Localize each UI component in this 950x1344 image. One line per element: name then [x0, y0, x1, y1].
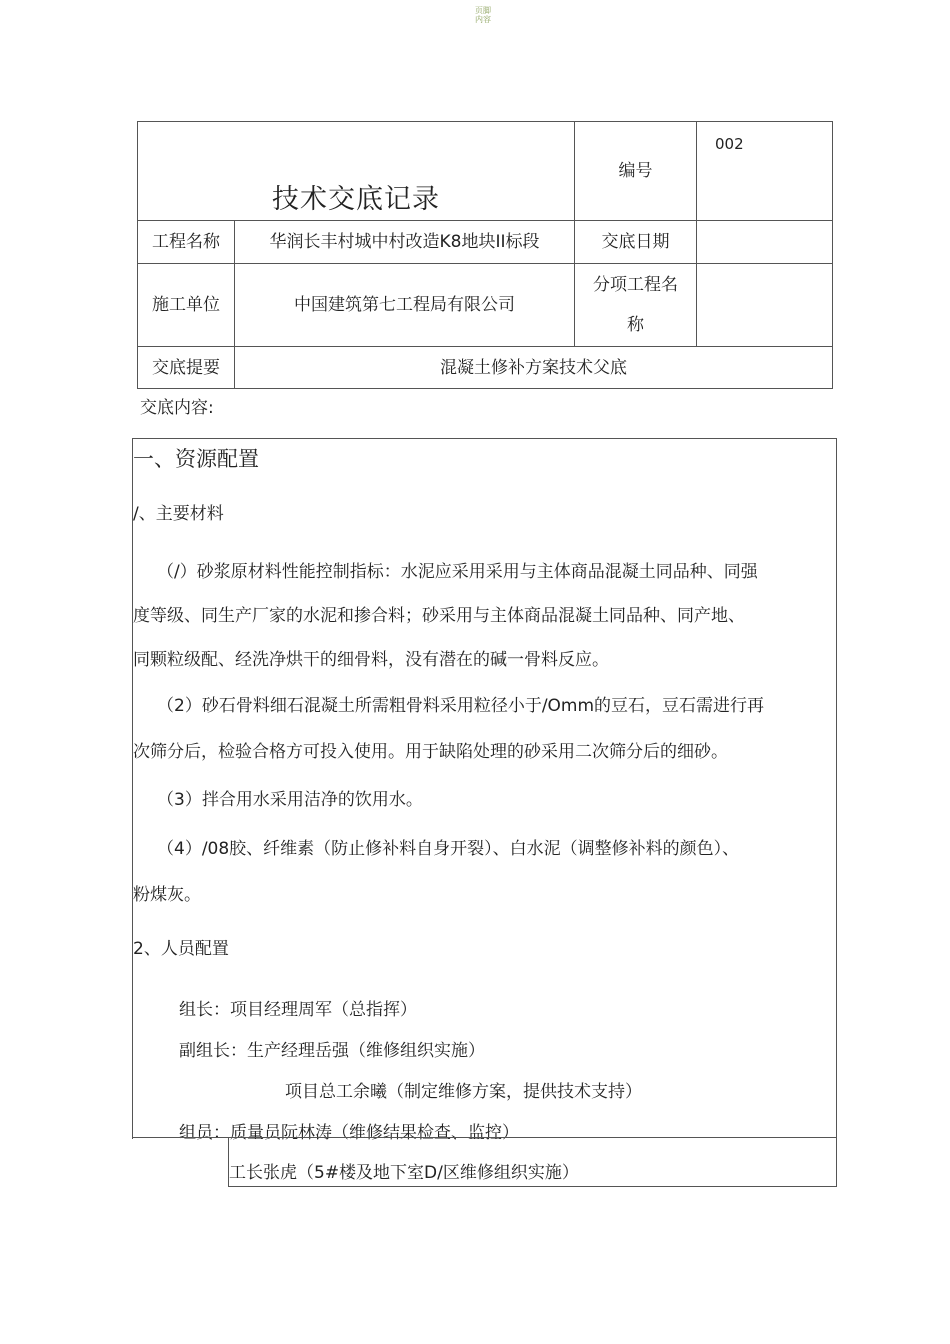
content-label: 交底内容: [140, 398, 214, 418]
code-label: 编号 [575, 122, 697, 221]
record-info-table [137, 121, 833, 389]
page-header-mark [468, 6, 498, 24]
title-cell [138, 122, 575, 221]
sub-project-label-line-1: 分项工程名 [593, 275, 678, 295]
staff-member-quality: 组员：质量员阮林涛（维修结果检查、监控） [179, 1123, 519, 1143]
paragraph-2-line-1: （2）砂石骨料细石混凝土所需粗骨料采用粒径小于/Omm的豆石，豆石需进行再 [157, 696, 765, 716]
staff-deputy-leader: 副组长：生产经理岳强（维修组织实施） [179, 1041, 485, 1061]
paragraph-4-line-2: 粉煤灰。 [133, 885, 201, 905]
unit-label: 施工单位 [138, 264, 235, 347]
paragraph-1-line-1: （/）砂浆原材料性能控制指标：水泥应采用采用与主体商品混凝土同品种、同强 [157, 562, 758, 582]
unit-value: 中国建筑第七工程局有限公司 [235, 264, 575, 347]
summary-value: 混凝土修补方案技术父底 [235, 347, 833, 389]
date-value [697, 221, 833, 264]
staff-leader: 组长：项目经理周军（总指挥） [179, 1000, 417, 1020]
staff-member-foreman: 工长张虎（5#楼及地下室D/区维修组织实施） [229, 1163, 579, 1183]
content-box-bottom-border [132, 1137, 228, 1138]
paragraph-2-line-2: 次筛分后，检验合格方可投入使用。用于缺陷处理的砂采用二次筛分后的细砂。 [133, 742, 728, 762]
continuation-box [228, 1137, 837, 1187]
summary-label: 交底提要 [138, 347, 235, 389]
sub-project-label-line-2: 称 [627, 315, 644, 335]
content-box [132, 438, 837, 1143]
date-label: 交底日期 [575, 221, 697, 264]
sub-project-label [575, 264, 697, 347]
code-value: 002 [715, 135, 744, 153]
staff-title: 2、人员配置 [133, 939, 229, 959]
code-value-cell [697, 122, 833, 221]
materials-title: /、主要材料 [133, 504, 224, 524]
paragraph-1-line-3: 同颗粒级配、经洗净烘干的细骨料，没有潜在的碱一骨料反应。 [133, 650, 609, 670]
section-title: 一、资源配置 [133, 447, 259, 471]
paragraph-4-line-1: （4）/08胶、纤维素（防止修补料自身开裂）、白水泥（调整修补料的颜色）、 [157, 839, 740, 859]
sub-project-value [697, 264, 833, 347]
paragraph-1-line-2: 度等级、同生产厂家的水泥和掺合料；砂采用与主体商品混凝土同品种、同产地、 [133, 606, 745, 626]
document-title: 技术交底记录 [272, 184, 440, 215]
header-mark-line-2: 内容 [475, 15, 491, 24]
paragraph-3-line-1: （3）拌合用水采用洁净的饮用水。 [157, 790, 423, 810]
staff-chief-engineer: 项目总工余曦（制定维修方案，提供技术支持） [285, 1082, 642, 1102]
project-name-label: 工程名称 [138, 221, 235, 264]
project-name-value: 华润长丰村城中村改造K8地块II标段 [235, 221, 575, 264]
header-mark-line-1: 页脚 [475, 6, 491, 15]
